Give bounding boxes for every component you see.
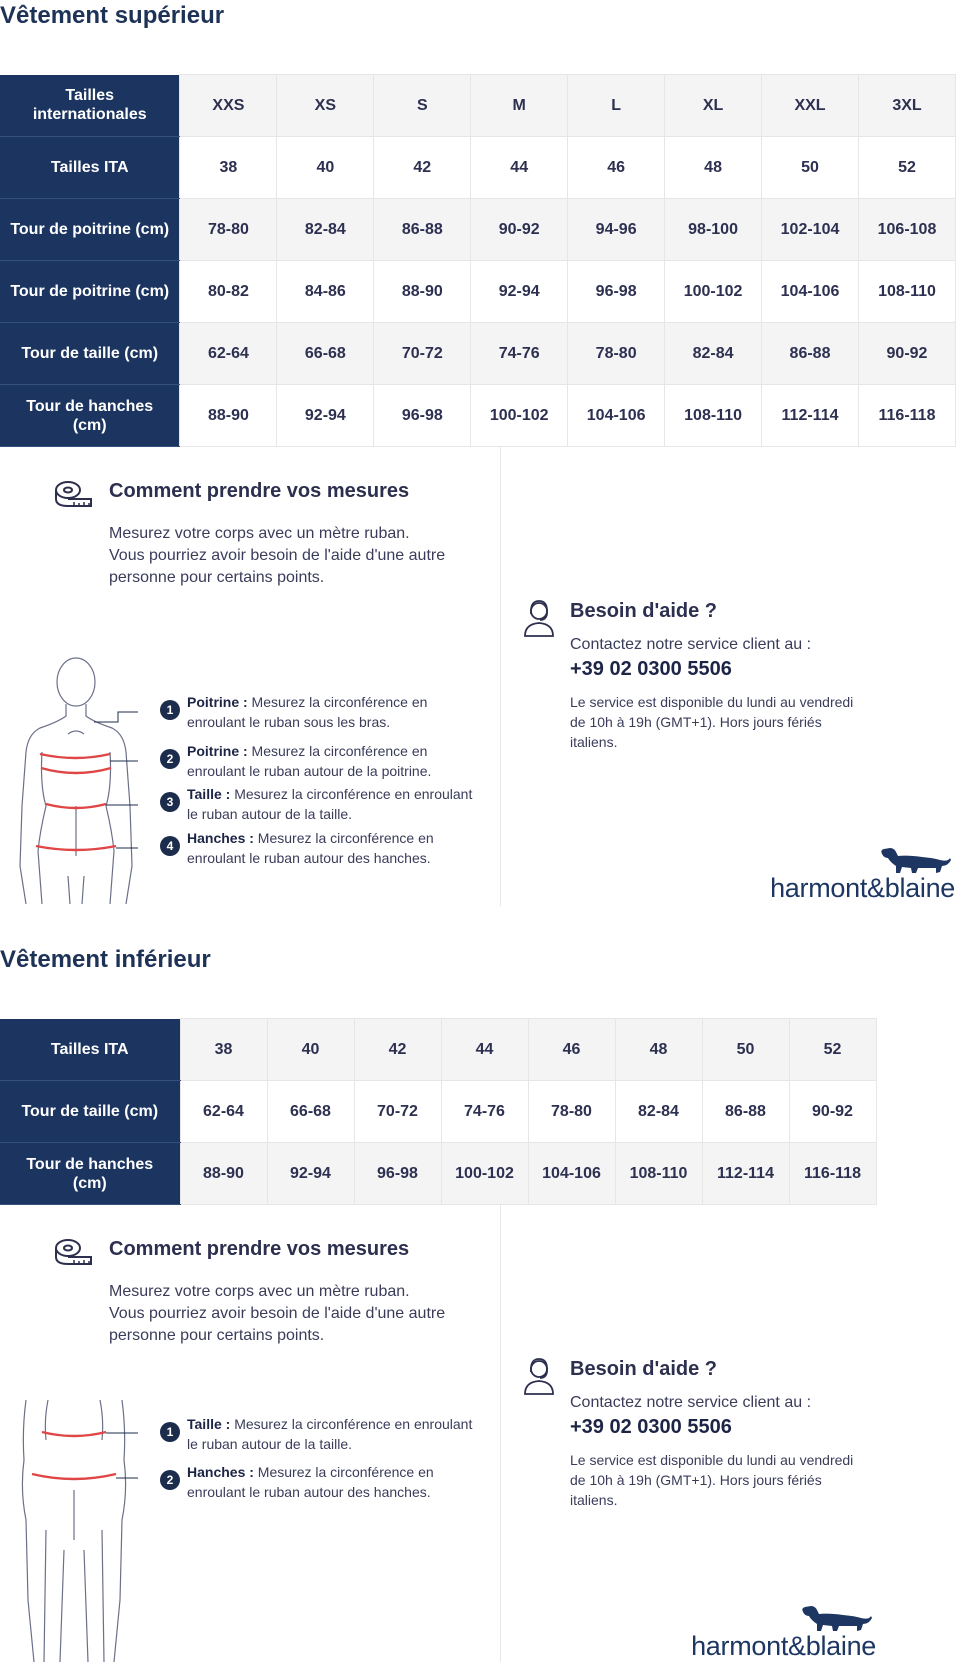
table-cell: 98-100 [665,199,762,261]
legend-description: Mesurez la circonférence en enroulant le ruban autour des hanches. [187,830,434,866]
table-cell: 82-84 [665,323,762,385]
brand-wordmark: harmont&blaine [770,873,955,903]
table-cell: 86-88 [374,199,471,261]
table-cell: 74-76 [471,323,568,385]
table-cell: XXL [762,75,859,137]
legend-number-badge: 1 [160,700,180,720]
table-cell: 92-94 [471,261,568,323]
help-phone-number[interactable]: +39 02 0300 5506 [570,1416,732,1438]
table-row [0,199,956,261]
table-cell: 78-80 [568,323,665,385]
brand-logo [666,1604,876,1662]
legend-term: Poitrine : [187,743,248,759]
help-title: Besoin d'aide ? [570,1358,718,1380]
table-cell: 50 [762,137,859,199]
tape-measure-icon [54,479,94,509]
table-row [0,1143,876,1205]
legend-term: Hanches : [187,830,254,846]
table-row [0,1019,876,1081]
table-cell: XL [665,75,762,137]
table-cell: 90-92 [471,199,568,261]
table-cell: 108-110 [858,261,955,323]
table-cell: 90-92 [858,323,955,385]
legend-text [187,828,487,868]
column-divider [500,1204,501,1662]
table-cell: 104-106 [528,1143,615,1205]
tape-measure-icon [54,1237,94,1267]
help-availability-note: Le service est disponible du lundi au vendredi de 10h à 19h (GMT+1). Hors jours fériés italiens. [570,694,854,750]
table-cell: 96-98 [374,385,471,447]
table-cell: 116-118 [789,1143,876,1205]
table-cell: 92-94 [277,385,374,447]
how-to-measure-text: Mesurez votre corps avec un mètre ruban. Vous pourriez avoir besoin de l'aide d'une autre personne pour certains points. [109,525,446,586]
legend-text [187,1414,487,1454]
table-cell: XS [277,75,374,137]
row-header: Tour de taille (cm) [0,1081,180,1143]
table-cell: 70-72 [374,323,471,385]
upper-body-figure [18,656,138,904]
table-cell: 48 [665,137,762,199]
table-cell: 92-94 [267,1143,354,1205]
table-cell: 88-90 [374,261,471,323]
legend-text [187,741,487,781]
legend-term: Taille : [187,1416,231,1432]
legend-number-badge: 1 [160,1422,180,1442]
legend-text [187,1462,487,1502]
table-cell: 102-104 [762,199,859,261]
help-contact-text: Contactez notre service client au : [570,636,812,653]
legend-term: Taille : [187,786,231,802]
table-cell: 108-110 [665,385,762,447]
table-cell: 104-106 [568,385,665,447]
legend-description: Mesurez la circonférence en enroulant le ruban sous les bras. [187,694,428,730]
table-cell: S [374,75,471,137]
how-to-measure-title: Comment prendre vos mesures [109,1238,410,1260]
table-cell: 66-68 [277,323,374,385]
table-cell: 62-64 [180,323,277,385]
table-cell: 100-102 [441,1143,528,1205]
lower-body-figure [18,1400,138,1662]
how-to-measure-text: Mesurez votre corps avec un mètre ruban. Vous pourriez avoir besoin de l'aide d'une autre personne pour certains points. [109,1283,446,1344]
row-header: Tour de poitrine (cm) [0,199,180,261]
table-cell: XXS [180,75,277,137]
table-cell: 112-114 [702,1143,789,1205]
legend-description: Mesurez la circonférence en enroulant le ruban autour de la taille. [187,1416,473,1452]
table-cell: 96-98 [354,1143,441,1205]
table-cell: 82-84 [277,199,374,261]
support-agent-icon [522,598,556,638]
table-cell: 94-96 [568,199,665,261]
table-cell: 108-110 [615,1143,702,1205]
legend-term: Hanches : [187,1464,254,1480]
legend-number-badge: 4 [160,836,180,856]
legend-term: Poitrine : [187,694,248,710]
table-cell: 112-114 [762,385,859,447]
legend-text [187,692,487,732]
how-to-measure-title: Comment prendre vos mesures [109,480,410,502]
table-cell: 70-72 [354,1081,441,1143]
table-cell: M [471,75,568,137]
table-cell: 46 [568,137,665,199]
legend-number-badge: 3 [160,792,180,812]
table-cell: 88-90 [180,385,277,447]
table-cell: 44 [471,137,568,199]
support-agent-icon [522,1356,556,1396]
legend-description: Mesurez la circonférence en enroulant le ruban autour de la poitrine. [187,743,432,779]
table-cell: 66-68 [267,1081,354,1143]
table-row [0,1081,876,1143]
table-cell: 52 [789,1019,876,1081]
table-row [0,137,956,199]
row-header: Tour de poitrine (cm) [0,261,180,323]
help-phone-number[interactable]: +39 02 0300 5506 [570,658,732,680]
legend-text [187,784,487,824]
table-cell: 78-80 [180,199,277,261]
table-cell: 100-102 [471,385,568,447]
row-header: Tailles ITA [0,1019,180,1081]
table-cell: L [568,75,665,137]
table-cell: 40 [267,1019,354,1081]
table-cell: 38 [180,137,277,199]
table-cell: 74-76 [441,1081,528,1143]
table-cell: 106-108 [858,199,955,261]
table-cell: 3XL [858,75,955,137]
help-contact-text: Contactez notre service client au : [570,1394,812,1411]
section-title-top: Vêtement supérieur [0,2,225,29]
table-cell: 38 [180,1019,267,1081]
table-cell: 50 [702,1019,789,1081]
legend-number-badge: 2 [160,1470,180,1490]
legend-description: Mesurez la circonférence en enroulant le ruban autour des hanches. [187,1464,434,1500]
table-cell: 82-84 [615,1081,702,1143]
table-cell: 48 [615,1019,702,1081]
row-header: Tailles ITA [0,137,180,199]
legend-description: Mesurez la circonférence en enroulant le ruban autour de la taille. [187,786,473,822]
table-cell: 80-82 [180,261,277,323]
table-cell: 42 [374,137,471,199]
table-cell: 78-80 [528,1081,615,1143]
table-cell: 100-102 [665,261,762,323]
row-header: Tour de hanches (cm) [0,1143,180,1205]
table-row [0,261,956,323]
row-header: Tailles internationales [0,75,180,137]
row-header: Tour de taille (cm) [0,323,180,385]
table-row [0,323,956,385]
help-availability-note: Le service est disponible du lundi au vendredi de 10h à 19h (GMT+1). Hors jours fériés italiens. [570,1452,854,1508]
table-row [0,75,956,137]
table-cell: 84-86 [277,261,374,323]
table-cell: 88-90 [180,1143,267,1205]
table-cell: 116-118 [858,385,955,447]
table-row [0,385,956,447]
table-cell: 42 [354,1019,441,1081]
size-table-bottom [0,1018,877,1205]
table-cell: 96-98 [568,261,665,323]
section-title-bottom: Vêtement inférieur [0,946,211,973]
column-divider [500,446,501,906]
table-cell: 104-106 [762,261,859,323]
table-cell: 46 [528,1019,615,1081]
help-title: Besoin d'aide ? [570,600,718,622]
table-cell: 90-92 [789,1081,876,1143]
table-cell: 62-64 [180,1081,267,1143]
table-cell: 86-88 [702,1081,789,1143]
legend-number-badge: 2 [160,749,180,769]
brand-wordmark: harmont&blaine [691,1631,876,1661]
brand-logo [746,846,955,904]
row-header: Tour de hanches (cm) [0,385,180,447]
size-table-top [0,74,956,447]
table-cell: 40 [277,137,374,199]
table-cell: 52 [858,137,955,199]
table-cell: 86-88 [762,323,859,385]
table-cell: 44 [441,1019,528,1081]
